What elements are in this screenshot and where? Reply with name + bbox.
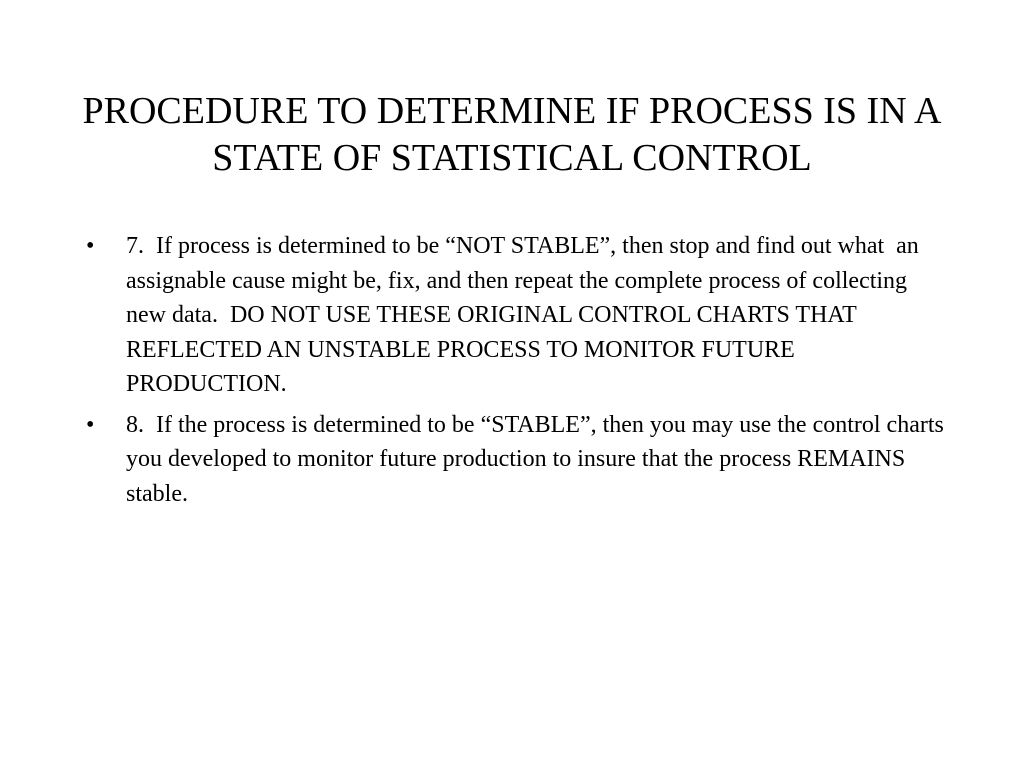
bullet-list <box>86 229 950 517</box>
bullet-text: 8. If the process is determined to be “STABLE”, then you may use the control charts you developed to monitor future production to insure that the process REMAINS stable. <box>126 411 950 507</box>
bullet-text: 7. If process is determined to be “NOT STABLE”, then stop and find out what an assignable cause might be, fix, and then repeat the complete process of collecting new data. DO NOT USE THESE ORIGINAL CONTROL CHARTS THAT REFLECTED AN UNSTABLE PROCESS TO MONITOR FUTURE PRODUCTION. <box>126 233 925 397</box>
bullet-item-8 <box>86 408 950 512</box>
slide-title: PROCEDURE TO DETERMINE IF PROCESS IS IN A STATE OF STATISTICAL CONTROL <box>82 90 942 179</box>
bullet-icon: • <box>86 411 95 438</box>
bullet-icon: • <box>86 233 95 259</box>
bullet-item-7 <box>86 229 946 402</box>
